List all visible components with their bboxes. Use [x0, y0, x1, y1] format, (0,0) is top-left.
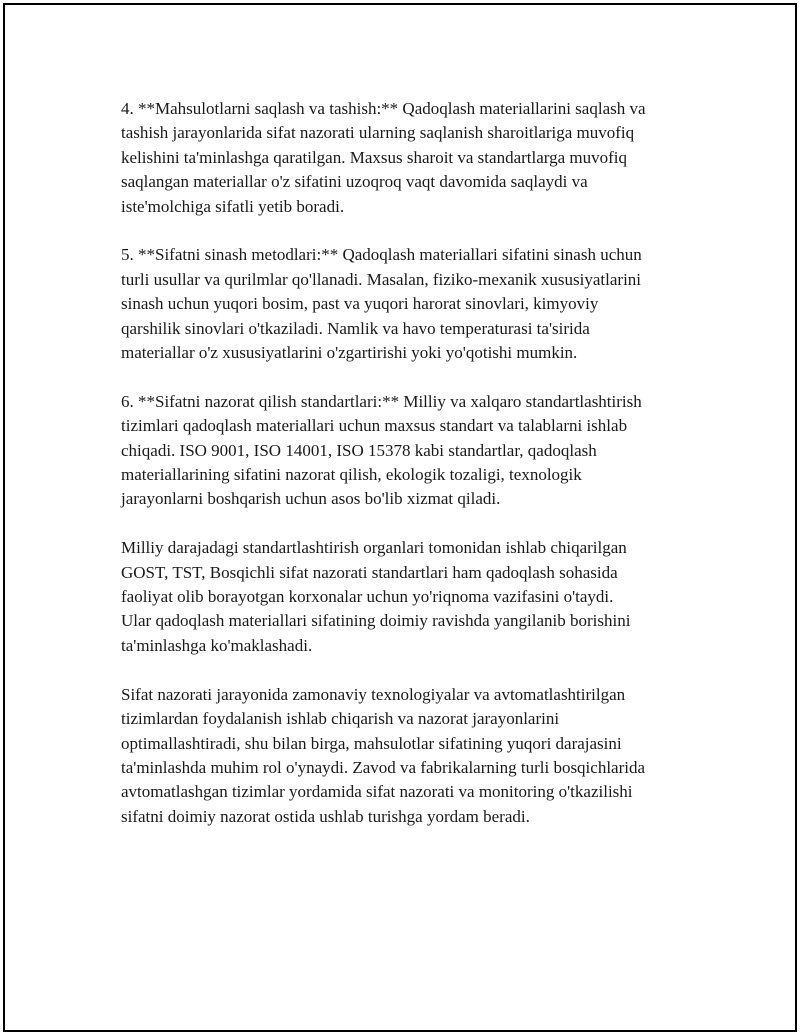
paragraph-automation: [121, 683, 711, 829]
document-body: [121, 97, 711, 854]
paragraph-line: 4. **Mahsulotlarni saqlash va tashish:** Qadoqlash materiallarini saqlash va: [121, 99, 646, 118]
page-frame: [3, 3, 797, 1032]
paragraph-line: tashish jarayonlarida sifat nazorati ularning saqlanish sharoitlariga muvofiq: [121, 123, 635, 143]
paragraph-line: tizimlari qadoqlash materiallari uchun maxsus standart va talablarni ishlab: [121, 416, 628, 436]
paragraph-line: sinash uchun yuqori bosim, past va yuqori harorat sinovlari, kimyoviy: [121, 294, 599, 314]
paragraph-line: materiallar o'z xususiyatlarini o'zgartirishi yoki yo'qotishi mumkin.: [121, 343, 578, 363]
paragraph-line: turli usullar va qurilmlar qo'llanadi. Masalan, fiziko-mexanik xususiyatlarini: [121, 269, 642, 289]
paragraph-line: avtomatlashgan tizimlar yordamida sifat nazorati va monitoring o'tkazilishi: [121, 782, 633, 802]
paragraph-line: 5. **Sifatni sinash metodlari:** Qadoqlash materiallari sifatini sinash uchun: [121, 245, 642, 265]
paragraph-line: jarayonlarni boshqarish uchun asos bo'lib xizmat qiladi.: [121, 489, 501, 509]
paragraph-line: materiallarining sifatini nazorat qilish, ekologik tozaligi, texnologik: [121, 465, 582, 485]
paragraph-line: kelishini ta'minlashga qaratilgan. Maxsus sharoit va standartlarga muvofiq: [121, 147, 628, 167]
paragraph-quality-standards: [121, 390, 711, 512]
paragraph-line: faoliyat olib borayotgan korxonalar uchun yo'riqnoma vazifasini o'taydi.: [121, 587, 614, 607]
paragraph-line: chiqadi. ISO 9001, ISO 14001, ISO 15378 kabi standartlar, qadoqlash: [121, 440, 597, 460]
paragraph-storage-transport: [121, 97, 711, 219]
paragraph-line: Ular qadoqlash materiallari sifatining doimiy ravishda yangilanib borishini: [121, 611, 631, 631]
paragraph-national-standards: [121, 536, 711, 658]
paragraph-line: iste'molchiga sifatli yetib boradi.: [121, 196, 345, 216]
paragraph-line: Sifat nazorati jarayonida zamonaviy texnologiyalar va avtomatlashtirilgan: [121, 684, 626, 704]
paragraph-line: optimallashtiradi, shu bilan birga, mahsulotlar sifatining yuqori darajasini: [121, 733, 622, 753]
paragraph-line: saqlangan materiallar o'z sifatini uzoqroq vaqt davomida saqlaydi va: [121, 172, 588, 192]
paragraph-line: Milliy darajadagi standartlashtirish organlari tomonidan ishlab chiqarilgan: [121, 538, 627, 558]
paragraph-line: ta'minlashda muhim rol o'ynaydi. Zavod va fabrikalarning turli bosqichlarida: [121, 757, 646, 777]
paragraph-line: 6. **Sifatni nazorat qilish standartlari:** Milliy va xalqaro standartlashtirish: [121, 391, 642, 411]
paragraph-line: tizimlardan foydalanish ishlab chiqarish va nazorat jarayonlarini: [121, 709, 560, 729]
paragraph-testing-methods: [121, 243, 711, 365]
paragraph-line: GOST, TST, Bosqichli sifat nazorati standartlari ham qadoqlash sohasida: [121, 562, 618, 582]
paragraph-line: sifatni doimiy nazorat ostida ushlab turishga yordam beradi.: [121, 806, 530, 826]
paragraph-line: ta'minlashga ko'maklashadi.: [121, 635, 313, 655]
paragraph-line: qarshilik sinovlari o'tkaziladi. Namlik va havo temperaturasi ta'sirida: [121, 318, 590, 338]
